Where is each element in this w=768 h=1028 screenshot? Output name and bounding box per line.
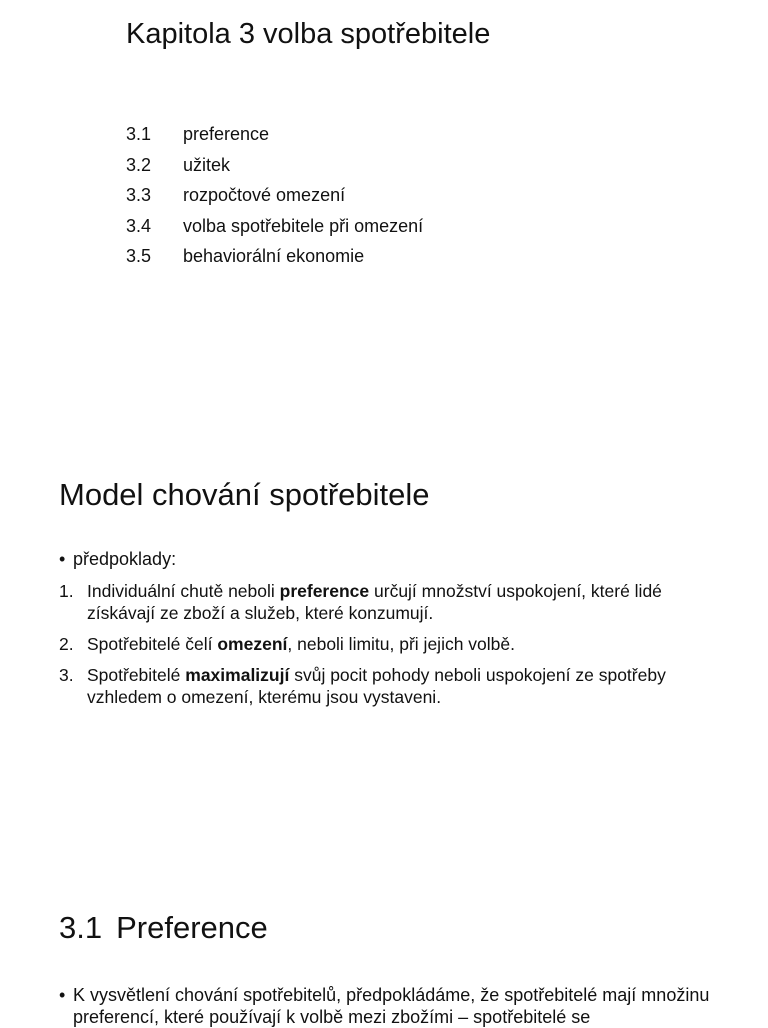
toc-item-label: užitek — [183, 154, 231, 175]
bold-term: preference — [279, 581, 370, 601]
slide-title — [59, 910, 268, 946]
toc-item — [126, 124, 423, 155]
bullet-text: předpoklady: — [73, 549, 177, 569]
toc-item — [126, 185, 423, 216]
toc-item-label: behaviorální ekonomie — [183, 246, 365, 266]
list-item-text: Spotřebitelé maximalizují svůj pocit pohody neboli uspokojení ze spotřeby vzhledem o omezení, kterému jsou vystaveni. — [87, 665, 666, 707]
bullet-dot: • — [59, 985, 66, 1005]
bullet-item — [59, 549, 176, 570]
list-item-text: Individuální chutě neboli preference určují množství uspokojení, které lidé získávají ze zboží a služeb, které konzumují. — [87, 581, 662, 623]
bold-term: maximalizují — [185, 665, 290, 685]
toc-item-label: rozpočtové omezení — [183, 185, 346, 205]
toc-item-label: volba spotřebitele při omezení — [183, 215, 424, 236]
list-item-number: 2. — [59, 634, 74, 654]
toc-item-number: 3.1 — [126, 124, 152, 144]
toc-item-number: 3.3 — [126, 185, 152, 205]
toc-item-number: 3.2 — [126, 154, 152, 175]
toc-item — [126, 155, 423, 186]
bold-term: omezení — [217, 634, 288, 654]
table-of-contents — [126, 124, 423, 277]
bullet-text: K vysvětlení chování spotřebitelů, předpokládáme, že spotřebitelé mají množinu preferencí, které používají k volbě mezi zbožími – spotřebitelé se — [73, 985, 710, 1027]
list-item-number: 1. — [59, 581, 74, 601]
toc-item — [126, 246, 423, 277]
section-number: 3.1 — [59, 910, 103, 945]
slide-title: Model chování spotřebitele — [59, 477, 430, 512]
slide-consumer-model — [0, 432, 768, 864]
slide-preference — [0, 864, 768, 1027]
toc-item-label: preference — [183, 124, 270, 144]
section-title: Preference — [116, 910, 268, 945]
toc-item-number: 3.4 — [126, 215, 152, 236]
assumptions-list — [59, 580, 719, 717]
list-item — [59, 664, 719, 708]
list-item — [59, 580, 719, 624]
list-item-number: 3. — [59, 665, 74, 685]
slide-chapter-overview — [0, 0, 768, 432]
bullet-dot: • — [59, 549, 66, 569]
list-item-text: Spotřebitelé čelí omezení, neboli limitu, při jejich volbě. — [87, 634, 515, 654]
chapter-title: Kapitola 3 volba spotřebitele — [126, 18, 491, 50]
list-item — [59, 633, 719, 655]
toc-item-number: 3.5 — [126, 246, 152, 266]
toc-item — [126, 216, 423, 247]
bullet-item — [59, 984, 719, 1028]
